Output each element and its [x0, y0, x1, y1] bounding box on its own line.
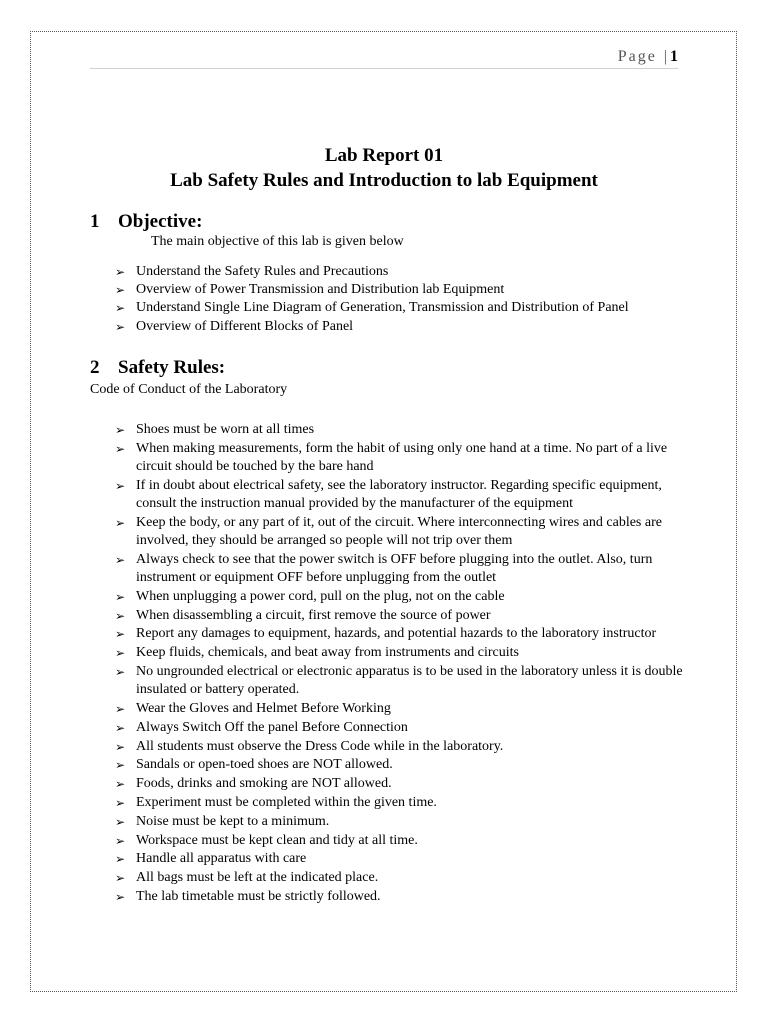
list-item-text: If in doubt about electrical safety, see the laboratory instructor. Regarding specific equipment, consult the instruction manual provided by the manufacturer of the equipment [136, 477, 662, 511]
arrowhead-bullet-icon: ➢ [115, 852, 126, 867]
list-item [113, 738, 683, 756]
page-separator: | [663, 48, 669, 65]
list-item-text: No ungrounded electrical or electronic apparatus is to be used in the laboratory unless it is double insulated or battery operated. [136, 663, 683, 698]
list-item-text: When unplugging a power cord, pull on the plug, not on the cable [136, 588, 505, 604]
objective-list [113, 263, 683, 336]
safety-intro: Code of Conduct of the Laboratory [90, 382, 288, 397]
list-item [113, 625, 683, 643]
page-number-label [618, 48, 678, 66]
list-item-text: Sandals or open-toed shoes are NOT allowed. [136, 757, 393, 773]
arrowhead-bullet-icon: ➢ [115, 627, 126, 642]
list-item-text: Workspace must be kept clean and tidy at all time. [136, 832, 418, 848]
list-item [113, 588, 683, 606]
list-item-text: Handle all apparatus with care [136, 851, 307, 867]
list-item [113, 477, 683, 513]
list-item-text: Understand Single Line Diagram of Generation, Transmission and Distribution of Panel [136, 300, 629, 316]
arrowhead-bullet-icon: ➢ [115, 441, 126, 456]
list-item-text: All students must observe the Dress Code while in the laboratory. [136, 738, 504, 754]
arrowhead-bullet-icon: ➢ [115, 515, 126, 530]
list-item-text: Always Switch Off the panel Before Connection [136, 719, 408, 735]
list-item-text: Keep fluids, chemicals, and beat away from instruments and circuits [136, 645, 519, 661]
objective-intro: The main objective of this lab is given below [151, 234, 404, 249]
arrowhead-bullet-icon: ➢ [115, 720, 126, 735]
list-item [113, 756, 683, 774]
list-item [113, 318, 683, 336]
arrowhead-bullet-icon: ➢ [115, 871, 126, 886]
section-number: 2 [90, 357, 100, 378]
arrowhead-bullet-icon: ➢ [115, 478, 126, 493]
section-title: Objective: [118, 211, 203, 232]
list-item-text: Wear the Gloves and Helmet Before Working [136, 700, 391, 716]
arrowhead-bullet-icon: ➢ [115, 265, 126, 279]
list-item [113, 299, 683, 317]
arrowhead-bullet-icon: ➢ [115, 795, 126, 810]
list-item [113, 850, 683, 868]
arrowhead-bullet-icon: ➢ [115, 739, 126, 754]
list-item-text: When disassembling a circuit, first remove the source of power [136, 607, 491, 623]
safety-rules-list [113, 421, 683, 907]
list-item [113, 700, 683, 718]
arrowhead-bullet-icon: ➢ [115, 319, 126, 334]
list-item [113, 514, 683, 550]
list-item-text: Keep the body, or any part of it, out of the circuit. Where interconnecting wires and cables are involved, they should be arranged so people will not trip over them [136, 514, 662, 548]
list-item [113, 607, 683, 625]
list-item-text: Shoes must be worn at all times [136, 422, 315, 437]
arrowhead-bullet-icon: ➢ [115, 552, 126, 567]
list-item [113, 775, 683, 793]
arrowhead-bullet-icon: ➢ [115, 814, 126, 829]
report-subtitle: Lab Safety Rules and Introduction to lab Equipment [170, 170, 598, 191]
list-item [113, 869, 683, 887]
arrowhead-bullet-icon: ➢ [115, 608, 126, 623]
arrowhead-bullet-icon: ➢ [115, 833, 126, 848]
list-item [113, 644, 683, 662]
list-item-text: When making measurements, form the habit of using only one hand at a time. No part of a live circuit should be touched by the bare hand [136, 440, 668, 474]
list-item [113, 440, 683, 476]
list-item-text: All bags must be left at the indicated place. [136, 870, 379, 886]
list-item-text: Understand the Safety Rules and Precautions [136, 264, 389, 279]
arrowhead-bullet-icon: ➢ [115, 646, 126, 661]
list-item-text: Overview of Different Blocks of Panel [136, 318, 354, 334]
list-item [113, 281, 683, 299]
arrowhead-bullet-icon: ➢ [115, 777, 126, 792]
list-item [113, 421, 683, 439]
arrowhead-bullet-icon: ➢ [115, 701, 126, 716]
arrowhead-bullet-icon: ➢ [115, 889, 126, 904]
page-number: 1 [670, 48, 678, 65]
list-item-text: The lab timetable must be strictly followed. [136, 888, 381, 904]
list-item-text: Noise must be kept to a minimum. [136, 813, 330, 829]
arrowhead-bullet-icon: ➢ [115, 758, 126, 773]
list-item-text: Overview of Power Transmission and Distribution lab Equipment [136, 282, 505, 298]
page-header [90, 46, 678, 69]
list-item [113, 794, 683, 812]
section-number: 1 [90, 211, 100, 232]
list-item [113, 551, 683, 587]
list-item-text: Experiment must be completed within the given time. [136, 794, 437, 810]
list-item [113, 263, 683, 281]
list-item-text: Always check to see that the power switch is OFF before plugging into the outlet. Also, turn instrument or equipment OFF before unplugging from the outlet [136, 551, 653, 585]
section-safety-heading [90, 357, 225, 379]
list-item [113, 813, 683, 831]
section-title: Safety Rules: [118, 357, 226, 378]
list-item [113, 888, 683, 906]
list-item-text: Foods, drinks and smoking are NOT allowed. [136, 776, 392, 792]
report-title: Lab Report 01 [324, 145, 444, 166]
page-word: Page [617, 48, 657, 65]
arrowhead-bullet-icon: ➢ [115, 664, 126, 679]
arrowhead-bullet-icon: ➢ [115, 423, 126, 437]
list-item [113, 663, 683, 699]
arrowhead-bullet-icon: ➢ [115, 283, 126, 298]
list-item-text: Report any damages to equipment, hazards, and potential hazards to the laboratory instructor [136, 626, 657, 642]
list-item [113, 719, 683, 737]
arrowhead-bullet-icon: ➢ [115, 301, 126, 316]
section-objective-heading [90, 211, 202, 233]
list-item [113, 832, 683, 850]
arrowhead-bullet-icon: ➢ [115, 589, 126, 604]
